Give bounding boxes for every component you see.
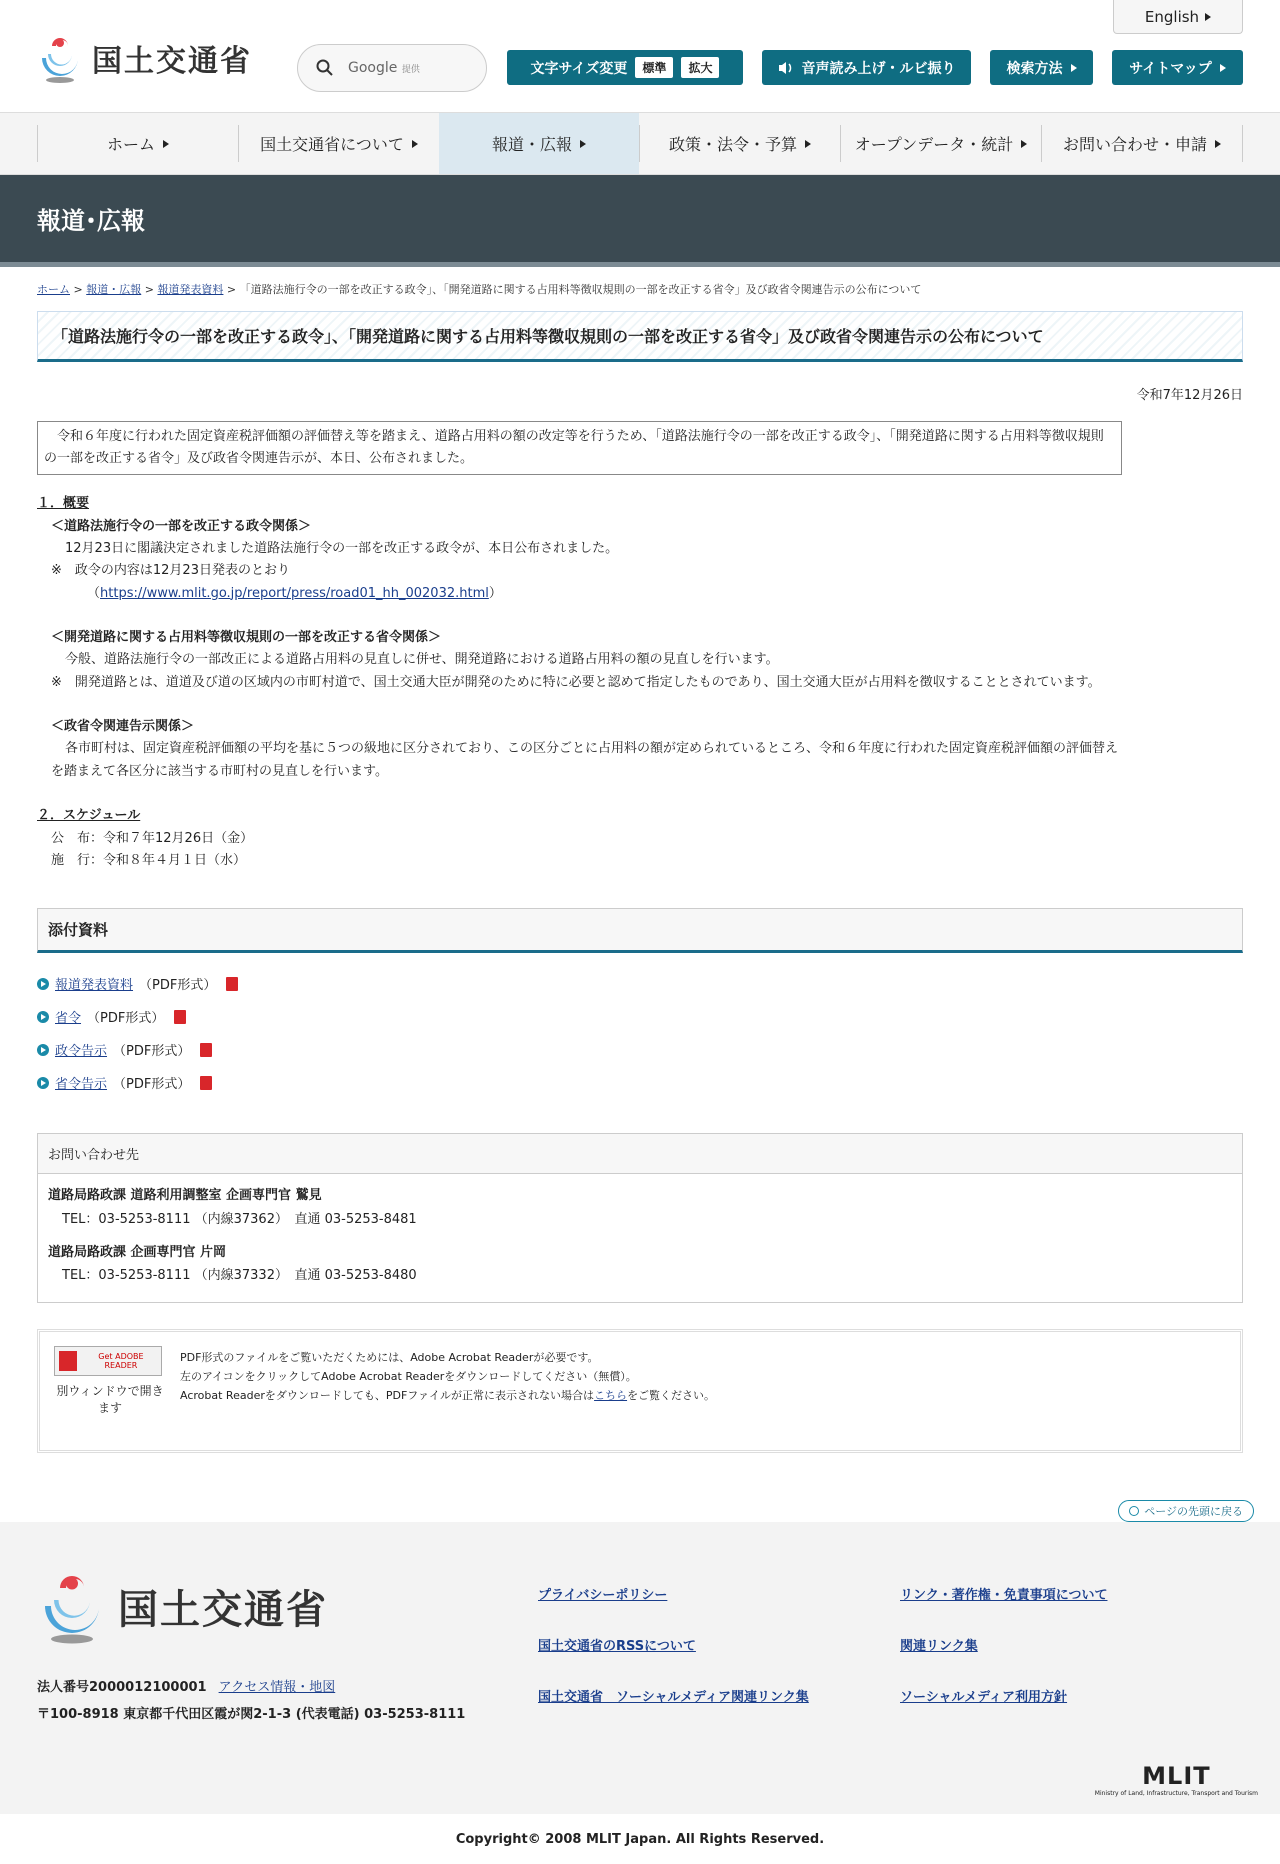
attachment-link[interactable]: 政令告示 <box>55 1044 108 1060</box>
triangle-right-icon <box>412 140 418 148</box>
address: 〒100-8918 東京都千代田区霞が関2-1-3 (代表電話) 03-5253-8111 <box>37 1707 466 1723</box>
contact-heading: お問い合わせ先 <box>38 1134 1242 1174</box>
access-map-link[interactable]: アクセス情報・地図 <box>218 1680 336 1695</box>
triangle-right-icon <box>1215 140 1221 148</box>
triangle-right-icon <box>1220 64 1226 72</box>
font-large-button[interactable]: 拡大 <box>681 57 719 78</box>
search-method-button[interactable] <box>990 50 1093 85</box>
mlit-wordmark: MLIT <box>1142 1762 1211 1790</box>
search-box[interactable] <box>297 44 487 92</box>
contact-box <box>37 1133 1243 1303</box>
global-nav <box>0 112 1280 175</box>
site-footer <box>0 1522 1280 1814</box>
footer-link-social-links[interactable]: 国土交通省 ソーシャルメディア関連リンク集 <box>538 1690 809 1705</box>
nav-item-policy[interactable] <box>639 125 840 162</box>
notice-line: Acrobat Readerをダウンロードしても、PDFファイルが正常に表示されない場合はこちらをご覧ください。 <box>180 1389 716 1403</box>
attachments-heading: 添付資料 <box>37 908 1243 953</box>
breadcrumb-current: 「道路法施行令の一部を改正する政令」、「開発道路に関する占用料等徴収規則の一部を改正する省令」及び政省令関連告示の公布について <box>239 283 922 296</box>
pdf-icon <box>200 1043 212 1057</box>
triangle-right-icon <box>1205 13 1211 21</box>
arrow-up-icon <box>1129 1506 1139 1516</box>
file-format: （PDF形式） <box>113 1077 191 1093</box>
paragraph: 各市町村は、固定資産税評価額の平均を基に５つの級地に区分されており、この区分ごとに占用料の額が定められているところ、令和６年度に行われた固定資産税評価額の評価替えを踏まえて各区分に該当する市町村の見直しを行います。 <box>51 741 1119 779</box>
ministry-emblem-icon <box>36 32 84 84</box>
bullet-arrow-icon <box>37 1044 49 1056</box>
notice-line: 左のアイコンをクリックしてAdobe Acrobat Readerをダウンロードしてください（無償）。 <box>180 1370 637 1384</box>
footer-logo[interactable] <box>36 1564 328 1648</box>
triangle-right-icon <box>805 140 811 148</box>
new-window-caption: 別ウィンドウで開きます <box>56 1383 164 1415</box>
subheading-cabinet-order: ＜道路法施行令の一部を改正する政令関係＞ <box>51 518 312 534</box>
pdf-icon <box>226 977 238 991</box>
triangle-right-icon <box>1071 64 1077 72</box>
search-icon <box>316 59 334 77</box>
adobe-reader-notice <box>37 1329 1243 1453</box>
list-item <box>37 1066 1243 1099</box>
lead-box: 令和６年度に行われた固定資産税評価額の評価替え等を踏まえ、道路占用料の額の改定等を行うため、「道路法施行令の一部を改正する政令」、「開発道路に関する占用料等徴収規則の一部を改正する省令」及び政省令関連告示が、本日、公布されました。 <box>37 421 1122 475</box>
footer-link-copyright[interactable]: リンク・著作権・免責事項について <box>900 1588 1108 1603</box>
english-label: English <box>1144 7 1200 26</box>
voice-read-label: 音声読み上げ・ルビ振り <box>801 60 956 77</box>
attachment-link[interactable]: 省令 <box>55 1011 82 1027</box>
attachment-link[interactable]: 報道発表資料 <box>55 978 134 994</box>
triangle-right-icon <box>580 140 586 148</box>
nav-label: 国土交通省について <box>260 135 404 154</box>
sitemap-button[interactable] <box>1112 50 1243 85</box>
footer-link-rss[interactable]: 国土交通省のRSSについて <box>538 1639 696 1654</box>
triangle-right-icon <box>163 140 169 148</box>
subheading-notices: ＜政省令関連告示関係＞ <box>51 719 195 735</box>
schedule-item: 公 布：令和７年12月26日（金） <box>51 830 254 846</box>
nav-label: オープンデータ・統計 <box>854 135 1014 154</box>
badge-label: Get ADOBE READER <box>98 1351 144 1370</box>
nav-item-opendata[interactable] <box>840 125 1041 162</box>
list-item <box>37 967 1243 1000</box>
subheading-ministerial-order: ＜開発道路に関する占用料等徴収規則の一部を改正する省令関係＞ <box>51 629 442 645</box>
speaker-icon <box>778 61 794 75</box>
notice-line: PDF形式のファイルをご覧いただくためには、Adobe Acrobat Readerが必要です。 <box>180 1350 599 1364</box>
mlit-logo <box>1095 1762 1258 1797</box>
sitemap-label: サイトマップ <box>1129 60 1212 77</box>
get-adobe-reader-button[interactable] <box>54 1346 162 1376</box>
file-format: （PDF形式） <box>87 1011 165 1027</box>
breadcrumb-home[interactable]: ホーム <box>37 283 70 296</box>
bullet-arrow-icon <box>37 1077 49 1089</box>
site-name: 国土交通省 <box>92 44 252 79</box>
corporate-number: 法人番号2000012100001 <box>37 1680 207 1695</box>
link-line: （https://www.mlit.go.jp/report/press/road01_hh_002032.html） <box>87 585 502 601</box>
file-format: （PDF形式） <box>113 1044 191 1060</box>
footer-info <box>37 1674 465 1729</box>
contact-tel: TEL：03-5253-8111 （内線37332） 直通 03-5253-8480 <box>62 1268 417 1284</box>
back-to-top-label: ページの先頭に戻る <box>1144 1505 1243 1518</box>
site-header <box>0 0 1280 112</box>
font-standard-button[interactable]: 標準 <box>635 57 673 78</box>
attachment-link[interactable]: 省令告示 <box>55 1077 108 1093</box>
footer-site-name: 国土交通省 <box>118 1586 328 1633</box>
adobe-icon <box>59 1351 77 1371</box>
nav-item-home[interactable] <box>37 125 238 162</box>
voice-read-button[interactable] <box>762 50 971 85</box>
help-link[interactable]: こちら <box>594 1389 628 1403</box>
nav-label: 政策・法令・予算 <box>668 135 797 154</box>
search-method-label: 検索方法 <box>1006 60 1063 77</box>
pdf-icon <box>200 1076 212 1090</box>
font-size-label: 文字サイズ変更 <box>530 60 628 77</box>
nav-item-press[interactable] <box>439 113 639 174</box>
contact-tel: TEL：03-5253-8111 （内線37362） 直通 03-5253-8481 <box>62 1211 417 1227</box>
footer-link-related[interactable]: 関連リンク集 <box>900 1639 978 1654</box>
attachments-list <box>37 967 1243 1099</box>
section-title-band: 報道･広報 <box>0 175 1280 267</box>
footer-link-privacy[interactable]: プライバシーポリシー <box>538 1588 668 1603</box>
note: ※ 開発道路とは、道道及び道の区域内の市町村道で、国土交通大臣が開発のために特に必要と認めて指定したものであり、国土交通大臣が占用料を徴収することとされています。 <box>51 674 1101 690</box>
list-item <box>37 1000 1243 1033</box>
ministry-emblem-icon <box>36 1564 108 1648</box>
schedule-item: 施 行：令和８年４月１日（水） <box>51 852 247 868</box>
nav-label: ホーム <box>106 135 155 154</box>
footer-links <box>538 1584 1220 1705</box>
list-item <box>37 1033 1243 1066</box>
section-heading-overview: １．概要 <box>37 496 90 512</box>
english-link[interactable] <box>1113 0 1243 34</box>
publish-date: 令和7年12月26日 <box>1136 388 1243 403</box>
paragraph: 今般、道路法施行令の一部改正による道路占用料の見直しに併せ、開発道路における道路占用料の額の見直しを行います。 <box>65 652 779 668</box>
contact-name: 道路局路政課 企画専門官 片岡 <box>48 1245 227 1260</box>
bullet-arrow-icon <box>37 978 49 990</box>
breadcrumb-releases[interactable]: 報道発表資料 <box>157 283 224 296</box>
bullet-arrow-icon <box>37 1011 49 1023</box>
nav-item-about[interactable] <box>238 125 439 162</box>
nav-item-contact[interactable] <box>1041 125 1243 162</box>
site-logo[interactable] <box>36 32 252 84</box>
nav-label: 報道・広報 <box>491 135 572 154</box>
footer-link-social-policy[interactable]: ソーシャルメディア利用方針 <box>900 1690 1068 1705</box>
paragraph: 12月23日に閣議決定されました道路法施行令の一部を改正する政令が、本日公布されました。 <box>65 540 619 556</box>
section-heading-schedule: ２．スケジュール <box>37 808 141 824</box>
triangle-right-icon <box>1021 140 1027 148</box>
note: ※ 政令の内容は12月23日発表のとおり <box>51 563 290 579</box>
breadcrumb-press[interactable]: 報道・広報 <box>86 283 142 296</box>
font-size-control <box>507 50 743 85</box>
page-title: 「道路法施行令の一部を改正する政令」、「開発道路に関する占用料等徴収規則の一部を改正する省令」及び政省令関連告示の公布について <box>37 311 1243 362</box>
nav-label: お問い合わせ・申請 <box>1062 135 1207 154</box>
press-release-link[interactable]: https://www.mlit.go.jp/report/press/road01_hh_002032.html <box>100 585 489 601</box>
article-body <box>37 493 1243 872</box>
search-placeholder: Google 提供 <box>348 60 420 76</box>
contact-name: 道路局路政課 道路利用調整室 企画専門官 鷲見 <box>48 1188 322 1204</box>
file-format: （PDF形式） <box>139 978 217 994</box>
copyright: Copyright© 2008 MLIT Japan. All Rights Reserved. <box>455 1831 825 1847</box>
breadcrumb: ホーム > 報道・広報 > 報道発表資料 > 「道路法施行令の一部を改正する政令」、「開発道路に関する占用料等徴収規則の一部を改正する省令」及び政省令関連告示の公布について <box>37 283 922 296</box>
mlit-subtitle: Ministry of Land, Infrastructure, Transport and Tourism <box>1094 1790 1258 1797</box>
back-to-top-button[interactable] <box>1118 1500 1254 1522</box>
pdf-icon <box>174 1010 186 1024</box>
